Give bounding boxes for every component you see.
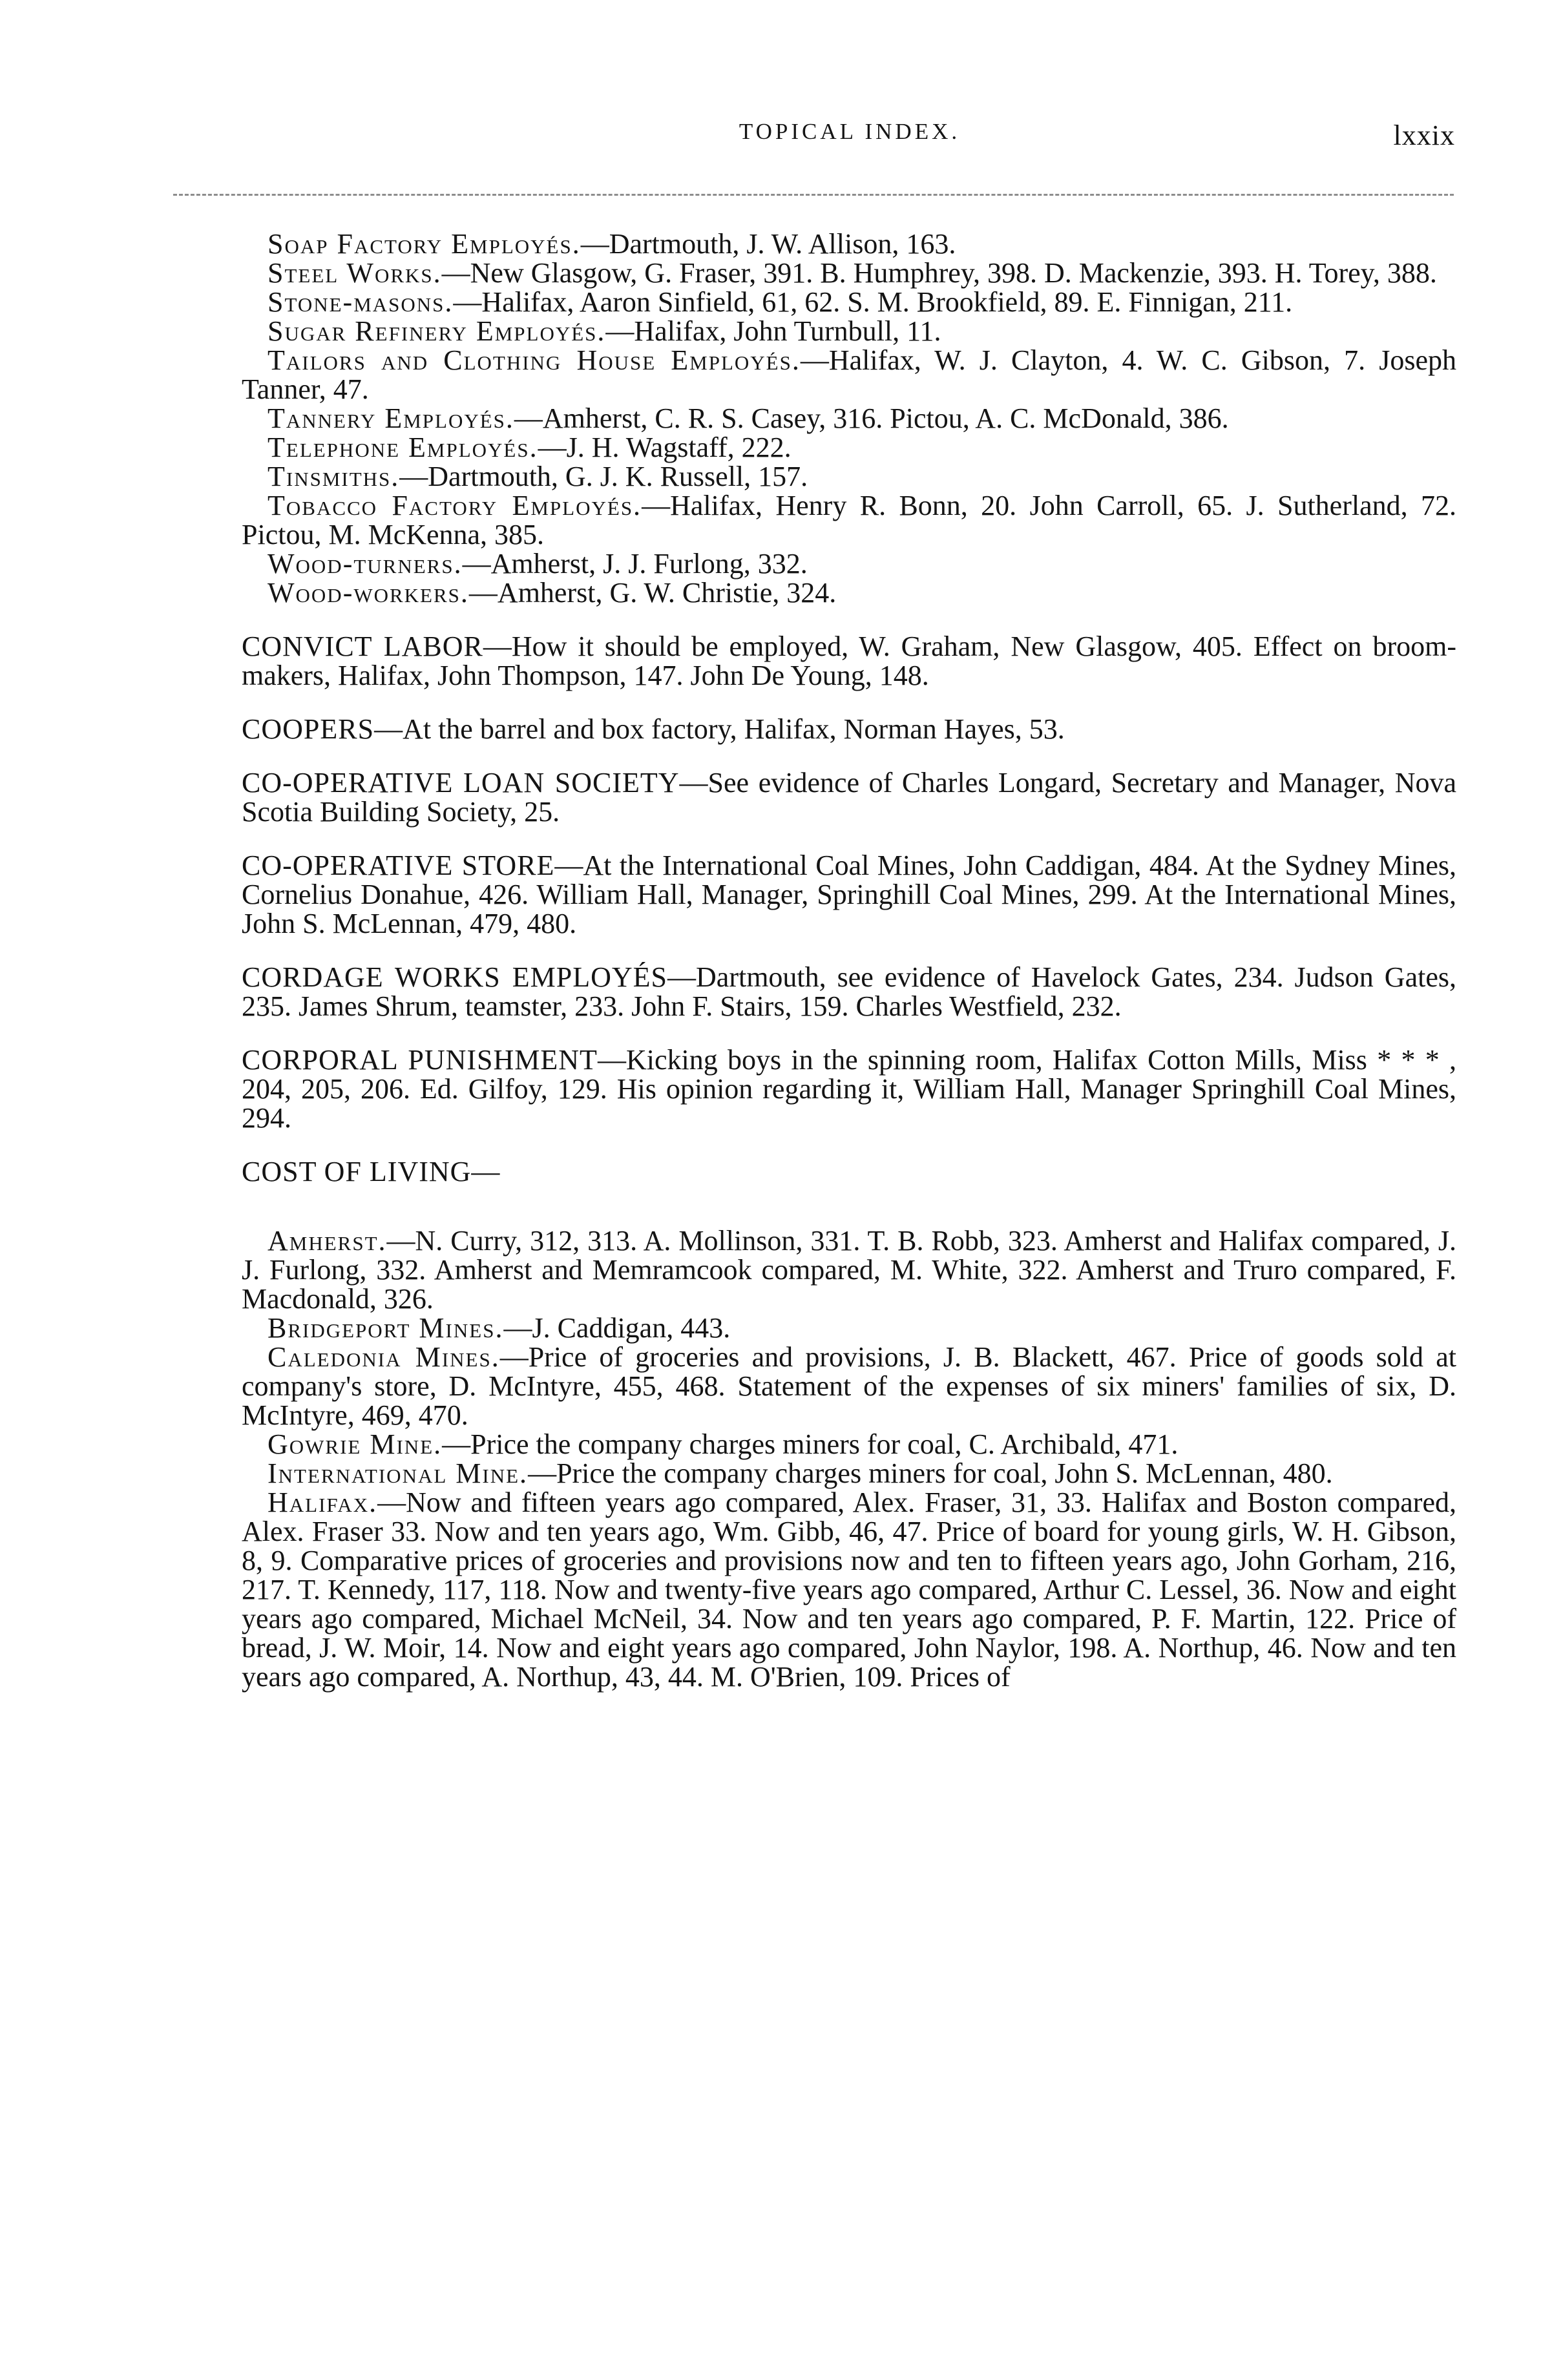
subentry-heading: Soap Factory Employés.: [267, 228, 581, 260]
index-entry-convict-labor: [242, 632, 1456, 690]
page-number: lxxix: [1393, 120, 1455, 151]
subentry-heading: Tobacco Factory Employés.: [267, 490, 642, 521]
subentry-heading: Bridgeport Mines.: [267, 1312, 504, 1344]
subentry-text: —Amherst, C. R. S. Casey, 316. Pictou, A. C. McDonald, 386.: [514, 402, 1229, 434]
subentry-heading: Gowrie Mine.: [267, 1428, 443, 1460]
subentry-text: —Halifax, Henry R. Bonn, 20. John Carroll, 65. J. Sutherland, 72. Pictou, M. McKenna, 385.: [242, 490, 1456, 550]
subentry-heading: Wood-workers.: [267, 577, 469, 609]
index-entry-cordage-works: [242, 963, 1456, 1021]
entry-text: —At the International Coal Mines, John Caddigan, 484. At the Sydney Mines, Cornelius Donahue, 426. William Hall, Manager, Springhill Coal Mines, 299. At the International Mines, John S. McLennan, 479, 480.: [242, 850, 1456, 939]
index-subentry: [242, 433, 1456, 462]
subentry-text: —Halifax, W. J. Clayton, 4. W. C. Gibson, 7. Joseph Tanner, 47.: [242, 344, 1456, 405]
entry-text: —Dartmouth, see evidence of Havelock Gates, 234. Judson Gates, 235. James Shrum, teamster, 233. John F. Stairs, 159. Charles Westfield, 232.: [242, 961, 1456, 1022]
subentry-text: —J. Caddigan, 443.: [503, 1312, 731, 1344]
entry-heading: CO-OPERATIVE STORE: [242, 850, 555, 881]
subentry-heading: Steel Works.: [267, 257, 442, 289]
subentry-text: —Now and fifteen years ago compared, Alex. Fraser, 31, 33. Halifax and Boston compared, Alex. Fraser 33. Now and ten years ago, Wm. Gibb, 46, 47. Price of board for young girls, W. H. Gibson, 8, 9. Comparative prices of groceries and provisions now and ten to fifteen years ago, John Gorham, 216, 217. T. Kennedy, 117, 118. Now and twenty-five years ago compared, Arthur C. Lessel, 36. Now and eight years ago compared, Michael McNeil, 34. Now and ten years ago compared, P. F. Martin, 122. Price of bread, J. W. Moir, 14. Now and eight years ago compared, John Naylor, 198. A. Northup, 46. Now and ten years ago compared, A. Northup, 43, 44. M. O'Brien, 109. Prices of: [242, 1487, 1456, 1693]
index-subentry: [242, 1226, 1456, 1313]
entry-heading: CORDAGE WORKS EMPLOYÉS: [242, 961, 668, 993]
index-subentry: [242, 549, 1456, 578]
subentry-heading: Sugar Refinery Employés.: [267, 315, 606, 347]
index-subentry: [242, 346, 1456, 404]
entry-text: —Kicking boys in the spinning room, Halifax Cotton Mills, Miss * * * , 204, 205, 206. Ed. Gilfoy, 129. His opinion regarding it, William Hall, Manager Springhill Coal Mines, 294.: [242, 1044, 1456, 1134]
index-subentry: [242, 1459, 1456, 1488]
subentry-heading: Tannery Employés.: [267, 402, 514, 434]
header-rule: [173, 194, 1454, 196]
subentry-heading: Tinsmiths.: [267, 461, 400, 492]
subentry-heading: International Mine.: [267, 1457, 529, 1489]
subentry-heading: Wood-turners.: [267, 548, 463, 579]
entry-heading: CO-OPERATIVE LOAN SOCIETY: [242, 767, 680, 799]
running-header: [244, 119, 1455, 158]
index-subentry: [242, 578, 1456, 607]
subentry-heading: Tailors and Clothing House Employés.: [267, 344, 801, 376]
index-subentry: [242, 229, 1456, 258]
index-subentry: [242, 287, 1456, 317]
entry-text: —At the barrel and box factory, Halifax, Norman Hayes, 53.: [374, 713, 1065, 745]
subentry-heading: Halifax.: [267, 1487, 378, 1518]
index-entry-corporal-punishment: [242, 1045, 1456, 1133]
entry-heading: CORPORAL PUNISHMENT: [242, 1044, 598, 1076]
cost-of-living-subentries: [242, 1226, 1456, 1691]
index-subentry: [242, 1488, 1456, 1691]
subentry-heading: Telephone Employés.: [267, 432, 538, 463]
index-subentry: [242, 317, 1456, 346]
subentry-heading: Caledonia Mines.: [267, 1341, 500, 1373]
index-entry-cooperative-loan-society: [242, 768, 1456, 826]
subentry-text: —Dartmouth, G. J. K. Russell, 157.: [399, 461, 808, 492]
index-subentry: [242, 1342, 1456, 1430]
subentry-text: —Halifax, John Turnbull, 11.: [605, 315, 941, 347]
subentry-text: —Price of groceries and provisions, J. B. Blackett, 467. Price of goods sold at company's store, D. McIntyre, 455, 468. Statement of the expenses of six miners' families of six, D. McIntyre, 469, 470.: [242, 1341, 1456, 1431]
entry-text: —See evidence of Charles Longard, Secretary and Manager, Nova Scotia Building Society, 25.: [242, 767, 1457, 828]
subentry-text: —Dartmouth, J. W. Allison, 163.: [580, 228, 956, 260]
subentry-text: —Amherst, G. W. Christie, 324.: [468, 577, 837, 609]
labor-subentries: [242, 229, 1456, 607]
running-title: TOPICAL INDEX.: [739, 119, 961, 144]
entry-heading: CONVICT LABOR: [242, 631, 483, 662]
index-subentry: [242, 491, 1456, 549]
subentry-text: —Halifax, Aaron Sinfield, 61, 62. S. M. Brookfield, 89. E. Finnigan, 211.: [453, 286, 1293, 318]
index-entry-cost-of-living: COST OF LIVING—: [242, 1156, 501, 1187]
subentry-text: —J. H. Wagstaff, 222.: [538, 432, 792, 463]
subentry-heading: Stone-masons.: [267, 286, 454, 318]
index-subentry: [242, 462, 1456, 491]
index-subentry: [242, 1313, 1456, 1342]
entry-heading: COOPERS: [242, 713, 375, 745]
subentry-text: —Price the company charges miners for coal, John S. McLennan, 480.: [528, 1457, 1333, 1489]
index-subentry: [242, 404, 1456, 433]
index-entry-cooperative-store: [242, 851, 1456, 938]
index-body: [242, 229, 1456, 1691]
subentry-text: —Amherst, J. J. Furlong, 332.: [462, 548, 808, 579]
subentry-text: —N. Curry, 312, 313. A. Mollinson, 331. T. B. Robb, 323. Amherst and Halifax compared, J. J. Furlong, 332. Amherst and Memramcook compared, M. White, 322. Amherst and Truro compared, F. Macdonald, 326.: [242, 1225, 1456, 1315]
index-subentry: [242, 1430, 1456, 1459]
subentry-text: —New Glasgow, G. Fraser, 391. B. Humphrey, 398. D. Mackenzie, 393. H. Torey, 388.: [441, 257, 1437, 289]
entry-text: —How it should be employed, W. Graham, New Glasgow, 405. Effect on broom-makers, Halifax, John Thompson, 147. John De Young, 148.: [242, 631, 1456, 691]
index-entry-coopers: [242, 715, 1456, 744]
index-subentry: [242, 258, 1456, 287]
subentry-heading: Amherst.: [267, 1225, 387, 1257]
subentry-text: —Price the company charges miners for coal, C. Archibald, 471.: [442, 1428, 1179, 1460]
